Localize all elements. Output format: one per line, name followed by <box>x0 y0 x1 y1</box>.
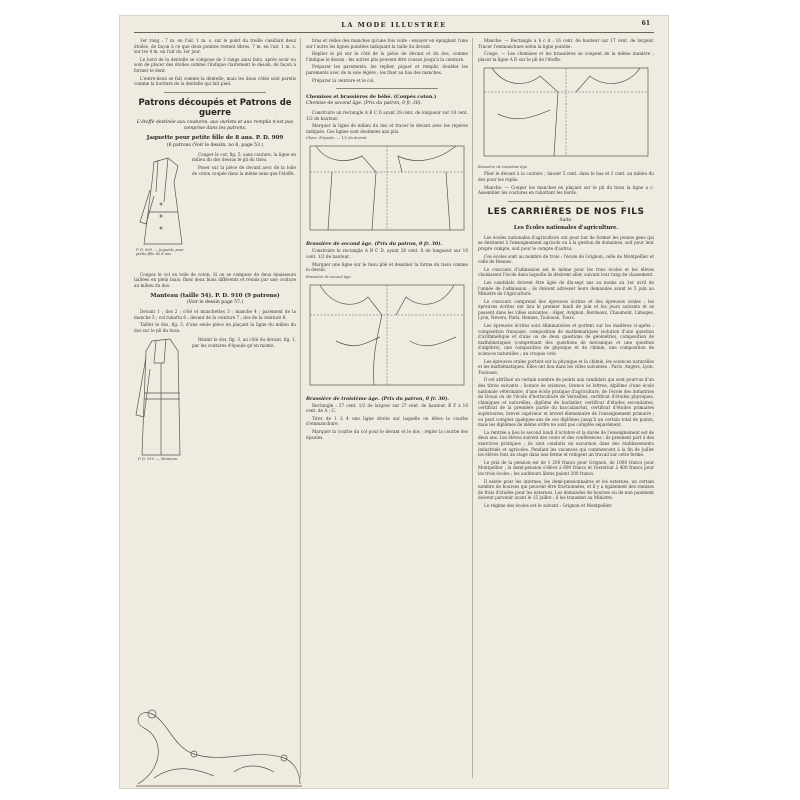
paragraph: Le concours comprend des épreuves écrites et des épreuves orales ; les épreuves écrites ont lieu le premier lundi de juin et les jours suivants et se passent dans les villes suivantes : Alger, Avignon, Bordeaux, Chaumont, Limoges, Lyon, Nevers, Paris, Rennes, Toulouse, Tours. <box>478 298 654 321</box>
coat-figure-block <box>134 335 296 465</box>
paragraph: Préparer les parements, les replier, piquer et remplir, doubler les parements avec de la soie légère ; les fixer au bas des manches. <box>306 64 468 75</box>
paragraph: Le concours d'admission est le même pour les trois écoles et les élèves choisissent l'école dans laquelle ils désirent aller, suivant leur rang de classement. <box>478 266 654 278</box>
brassiere3-text <box>306 403 468 441</box>
lace-instructions <box>134 38 296 87</box>
brassiere3-pattern-lines <box>484 68 648 156</box>
paragraph: Coupez le col en toile de coton. Si on se compose de deux épaisseurs taillées en plein biais, fixez deux biais différents et réunis par une couture au milieu du dos. <box>134 271 296 288</box>
jacket-text <box>192 152 296 178</box>
magazine-page <box>120 16 668 788</box>
paragraph: Manche. — Couper les manches en plaçant sur le pli du tissu la ligne a c. Assembler les coutures en rabattant les bords. <box>478 184 654 196</box>
section-title: Chemises et brassières de bébé. (Coupés coton.) <box>306 94 437 101</box>
floral-ornament <box>134 668 304 788</box>
jacket-garment-drawing <box>140 158 182 244</box>
item-title: Jaquette pour petite fille de 8 ans. P. D. 909 <box>146 135 284 142</box>
paragraph: Rectangle : 27 cent. 1/2 de largeur sur 27 cent. de hauteur. B F à 10 cent. de A ; C. <box>306 402 468 414</box>
item-price: (6 patrons (Voir le dessin, no 6, page 53.) <box>166 142 264 148</box>
paragraph: Il est attribué un certain nombre de points aux candidats qui sont pourvus d'un des titres suivants : licence ès sciences, licence ès lettres, diplôme d'une école nationale vétérinaire, d'une école pratique d'agriculture, de l'école des industries de Douai ou de l'école d'horticulture de Versailles, certificat d'études physiques, chimiques et naturelles, diplôme de bachelier, certificat d'études secondaires, certificat de la première partie du baccalauréat, certificat d'études primaires supérieures, brevet supérieur et brevet élémentaire de l'enseignement primaire ; ou peut compter quelques-uns de ces diplômes jusqu'à un certain total de points, mais les diplômes de même ordre ne sont pas comptés séparément. <box>478 377 654 428</box>
chemise-text <box>306 110 468 134</box>
diagram-caption: Chem. d'épaule. — 1/2 du devant <box>306 136 367 141</box>
paragraph: Marquer la courbe du col pour le devant et le dos ; régler la courbe des épaules. <box>306 429 468 440</box>
paragraph: L'entre-deux se fait comme la dentelle, mais les deux côtés sont pareils comme la bordure de la dentelle qui fait pied. <box>134 75 296 87</box>
coat-continued <box>306 38 468 83</box>
paragraph: Les candidats doivent être âgés de dix-sept ans au moins au 1er avril de l'année de l'admission ; ils doivent adresser leurs demandes avant le 5 juin au Ministre de l'Agriculture. <box>478 279 654 297</box>
section-subtitle: L'étoffe destinée aux coutures, aux ourlets et aux remplis n'est pas comprise dans les patrons. <box>136 119 294 131</box>
section-title: Brassière de second âge. (Prix du patron, 0 fr. 30). <box>306 241 443 248</box>
section-title: Brassière de troisième âge. (Prix du patron, 0 fr. 30). <box>306 395 449 402</box>
paragraph: Les épreuves écrites sont éliminatoires et portent sur les matières ci-après : composition française, composition de mathématiques (solution d'une question d'arithmétique et d'une ou de deux questions de géométrie), composition de mathématiques (comprenant des questions de mécanique et une question d'algèbre), une composition de physique et de chimie, une composition de sciences naturelles ; un croquis coté. <box>478 323 654 357</box>
brassiere3-pattern-diagram <box>478 64 654 160</box>
paragraph: Les épreuves orales portent sur la physique et la chimie, les sciences naturelles et les mathématiques. Elles ont lieu dans les villes suivantes : Paris, Angers, Lyon, Toulouse. <box>478 358 654 375</box>
careers-text <box>478 235 654 509</box>
paragraph: Poser sur la pièce de devant avec de la toile de coton coupée dans la même sens que l'étoffe. <box>192 164 296 176</box>
sleeve-text <box>478 38 654 62</box>
paragraph: Construire le rectangle A B C D, ayant 26 cent. 8 de longueur sur 10 cent. 1/2 de hauteur. <box>306 248 468 259</box>
diagram-caption: Brassière de second âge. <box>306 274 352 279</box>
paragraph: Les écoles nationales d'agriculture ont pour but de former les jeunes gens qui se destinent à l'enseignement agricole ou à la gestion de domaines, soit pour leur propre compte, soit pour le compte d'autrui. <box>478 234 654 251</box>
brassiere-text <box>306 248 468 272</box>
separator <box>508 201 624 202</box>
paragraph: Il existe pour les internes, les demi-pensionnaires et les externes, un certain nombre de bourses qui peuvent être fractionnées, et il y a également des remises de frais d'études pour les externes. Les demandes de bourses ou de non paiement doivent parvenir avant le 15 juillet ; il les transmet au Ministre. <box>478 478 654 501</box>
page-header <box>134 18 654 32</box>
paragraph: Manche. — Rectangle a b c d : 16 cent. de hauteur sur 17 cent. de largeur. Tracer l'emmanchure selon la ligne pointée. <box>478 38 654 49</box>
careers-subtitle: Suite. <box>559 217 573 223</box>
paragraph: Ces écoles sont au nombre de trois : l'école de Grignon, celle de Montpellier et celle de Rennes. <box>478 253 654 265</box>
diagram-caption: Brassière de troisième âge. <box>478 165 529 170</box>
paragraph: Coupe. — Les chemises et les brassières se coupent de la même manière ; placer la ligne A D sur le pli de l'étoffe. <box>478 51 654 62</box>
brassiere-pattern-diagram <box>306 281 468 389</box>
separator <box>336 88 438 89</box>
paragraph: 1er rang : 7 m. en l'air, 1 m. s. sur le point du treille cueillant deux étoiles, de façon à ce que deux pointes restent libres, 7 m. en l'air, 1 m. s. sur les 4 m. en l'air du 1er jour. <box>134 38 296 55</box>
item-price: (Voir le dessin page 57.) <box>186 300 244 306</box>
column-2 <box>306 38 468 786</box>
paragraph: bras et celles des manches qu'une fois voite : essayer en épinglant l'une sur l'autre les lignes pointées indiquant la taille du devant. <box>306 38 468 49</box>
item-title: Manteau (taille 54). P. D. 910 (9 patrons) <box>150 292 280 299</box>
coat-garment-drawing <box>136 339 180 455</box>
column-1 <box>134 38 296 668</box>
column-3 <box>478 38 654 786</box>
paragraph: Le bord de la dentelle se compose de 3 rangs ainsi faits, après avoir eu soin de placer des étoiles comme l'indique clairement le dessin, de façon à former le dent. <box>134 56 296 73</box>
column-divider-1 <box>300 38 301 778</box>
paragraph: Replier le pli sur le côté de la pièce de devant et du dos, comme l'indique le dessin : les autres plis peuvent être cousus jusqu'à la ceinture. <box>306 51 468 62</box>
column-divider-2 <box>472 38 473 778</box>
paragraph: Tailler le dos, fig. 3, d'une seule pièce en plaçant la ligne du milieu du dos sur le pli du tissu. <box>134 322 296 333</box>
paragraph: Le prix de la pension est de 1 200 francs pour Grignon, de 1000 francs pour Montpellier ; la demi-pension s'élève à 600 francs et l'externat à 400 francs pour les trois écoles ; les auditeurs libres paient 200 francs. <box>478 459 654 476</box>
section-subtitle: Chemise de second âge. (Prix du patron, 0 fr. 30). <box>306 101 422 107</box>
paragraph: Construire un rectangle A B C D ayant 28 cent. de longueur sur 18 cent. 1/2 de hauteur. <box>306 109 468 121</box>
careers-title: LES CARRIÈRES DE NOS FILS <box>487 206 645 217</box>
figure-caption: P. D. 910. — Manteau. <box>138 457 179 462</box>
paragraph: Tirer de 1 à 4 une ligne droite sur laquelle on élève la courbe d'emmanchure. <box>306 415 468 427</box>
careers-heading: Les Écoles nationales d'agriculture. <box>513 224 619 231</box>
coat-illustration <box>134 335 296 465</box>
paragraph: Réunir le dos, fig. 3, au côté du devant, fig. 1, par les coutures d'épaule qu'on monte. <box>192 337 296 348</box>
separator <box>164 92 266 93</box>
paragraph: Devant 1 ; dos 2 ; côté et manchettes 3 ; manche 4 ; parement de la manche 5 ; col rabattu 6 ; devant de la ceinture 7 ; dos de la ceinture 8. <box>134 308 296 320</box>
journal-title: LA MODE ILLUSTRÉE <box>341 21 447 29</box>
paragraph: Marquer une ligne sur le tissu plié et dessiner la forme du tissu comme le dessin. <box>306 261 468 273</box>
jacket-figure-block <box>134 152 296 272</box>
figure-caption: P. D. 909. — Jaquette pour petite fille de 8 ans. <box>136 247 184 256</box>
chemise-pattern-diagram <box>306 142 468 234</box>
paragraph: Préparer la ceinture et le col. <box>312 77 375 83</box>
coat-text-side <box>192 337 296 350</box>
chemise-pattern-lines <box>310 146 464 230</box>
paragraph: Couper le cor, fig. 5, sans couture, la ligne en milieu du dos dessus le pli du tissu. <box>192 151 296 163</box>
jacket-text-cont <box>134 272 296 289</box>
brassiere3-continued <box>478 171 654 195</box>
page-number: 61 <box>641 20 650 27</box>
paragraph: Le régime des écoles est le suivant : Grignon et Montpellier. <box>484 502 613 508</box>
brassiere-pattern-lines <box>310 285 464 385</box>
paragraph: Plier le devant à la couture ; laisser 5 cent. dans le bas et 2 cent. au milieu du dos pour les replis. <box>478 171 654 182</box>
coat-text <box>134 309 296 333</box>
paragraph: La rentrée a lieu le second lundi d'octobre et la durée de l'enseignement est de deux ans. Les élèves suivent des cours et des conférences ; ils prennent part à des exercices pratiques ; ils sont conduits en excursion dans des établissements industriels et agricoles. Pendant les vacances qui commencent à la fin de juillet les élèves font un stage dans une ferme et rédigent un travail sur cette ferme. <box>478 429 654 458</box>
ornament-vines <box>136 710 302 786</box>
header-rule <box>134 32 654 33</box>
section-title: Patrons découpés et Patrons de guerre <box>138 97 292 118</box>
paragraph: Marquer la ligne de milieu du dos et tracer le devant avec les repères indiqués. Ces lignes sont destinées aux plis. <box>306 123 468 134</box>
